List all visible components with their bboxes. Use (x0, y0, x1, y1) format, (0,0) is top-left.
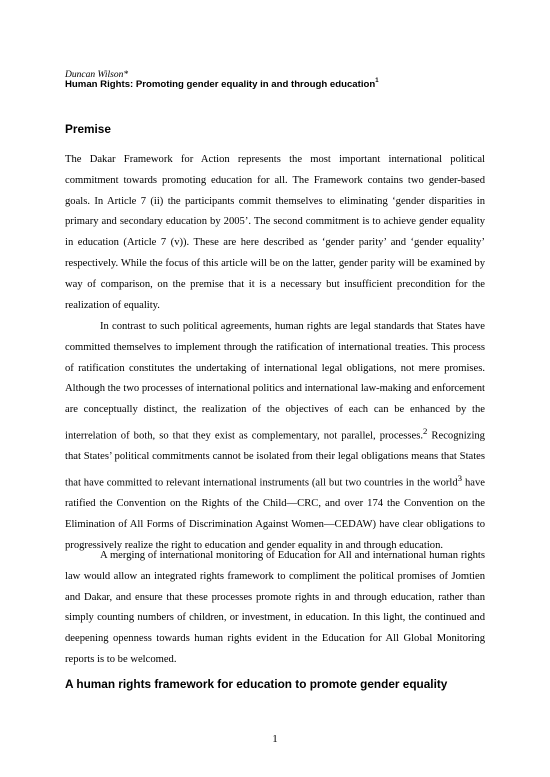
document-title (65, 79, 379, 91)
paragraph-text: In contrast to such political agreements, human rights are legal standards that States have committed themselves to implement through the ratification of international treaties. This process of ratification constitutes the undertaking of international legal obligations, not mere promises. Although the two processes of international politics and international law-making and enforcement are conceptually distinct, the realization of the objectives of each can be enhanced by the interrelation of both, so that they exist as complementary, not parallel, processes. (65, 321, 485, 442)
section-heading-human-rights-framework: A human rights framework for education to promote gender equality (65, 677, 448, 691)
footnote-marker: 2 (422, 425, 428, 436)
page-number: 1 (272, 733, 278, 745)
document-title-text: Human Rights: Promoting gender equality in and through education (65, 79, 376, 90)
footnote-marker: 3 (457, 473, 463, 484)
paragraph-legal-obligations (65, 317, 485, 557)
author-name: Duncan Wilson* (65, 70, 129, 80)
paragraph-dakar-framework: The Dakar Framework for Action represents the most important international political commitment towards promoting education for all. The Framework contains two gender-based goals. In Article 7 (ii) the participants commit themselves to eliminating ‘gender disparities in primary and secondary education by 2005’. The second commitment is to achieve gender equality in education (Article 7 (v)). These are here described as ‘gender parity’ and ‘gender equality’ respectively. While the focus of this article will be on the latter, gender parity will be examined by way of comparison, on the premise that it is a necessary but insufficient precondition for the realization of equality. (65, 154, 485, 311)
section-heading-premise: Premise (65, 122, 111, 136)
footnote-marker: 1 (375, 77, 379, 84)
paragraph-text: have ratified the Convention on the Rights of the Child—CRC, and over 174 the Convention on the Elimination of All Forms of Discrimination Against Women—CEDAW) have clear obligations to progressively realize the right to education and gender equality in and through education. (65, 477, 485, 552)
paragraph-text: Recognizing that States’ political commitments cannot be isolated from their legal obligations means that States that have committed to relevant international instruments (all but two countries in the world (65, 430, 485, 489)
paragraph-monitoring-merge: A merging of international monitoring of Education for All and international human rights law would allow an integrated rights framework to compliment the political promises of Jomtien and Dakar, and ensure that these processes promote rights in and through education, rather than simply counting numbers of children, or investment, in education. In this light, the continued and deepening openness towards human rights evident in the Education for All Global Monitoring reports is to be welcomed. (65, 550, 485, 665)
